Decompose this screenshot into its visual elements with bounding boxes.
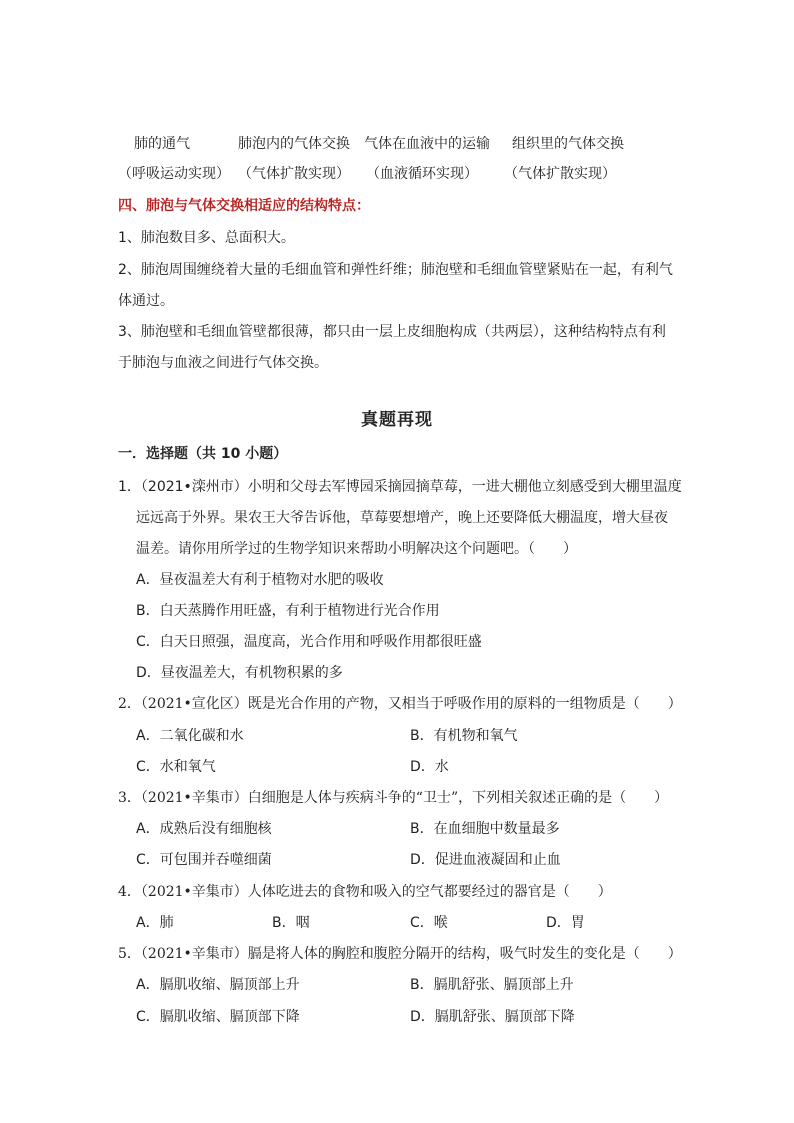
flow-step-3: 气体在血液中的运输 (364, 136, 490, 152)
flow-method-1: （呼吸运动实现） (118, 166, 230, 182)
question-1-line: 温差。请你用所学过的生物学知识来帮助小明解决这个问题吧。（ ） (136, 541, 577, 557)
question-5-option-d[interactable]: D．膈肌舒张、膈顶部下降 (410, 1009, 575, 1025)
part-heading: 一．选择题（共 10 小题） (118, 446, 288, 462)
question-4-option-b[interactable]: B．咽 (272, 915, 310, 931)
flow-methods-row (0, 164, 794, 184)
flow-step-2: 肺泡内的气体交换 (238, 136, 350, 152)
question-1-option-d[interactable]: D．昼夜温差大，有机物积累的多 (136, 665, 343, 681)
question-2-option-c[interactable]: C．水和氧气 (136, 759, 216, 775)
flow-method-3: （血液循环实现） (366, 166, 478, 182)
section-item: 1、肺泡数目多、总面积大。 (118, 230, 295, 246)
section-item: 3、肺泡壁和毛细血管壁都很薄，都只由一层上皮细胞构成（共两层），这种结构特点有利 (118, 324, 666, 340)
question-2-option-d[interactable]: D．水 (410, 759, 449, 775)
flow-step-4: 组织里的气体交换 (512, 136, 624, 152)
flow-method-4: （气体扩散实现） (504, 166, 616, 182)
question-1-option-c[interactable]: C．白天日照强，温度高，光合作用和呼吸作用都很旺盛 (136, 634, 482, 650)
question-3-option-a[interactable]: A．成熟后没有细胞核 (136, 821, 272, 837)
section-item: 体通过。 (118, 293, 174, 309)
question-3-line: 3．（2021•辛集市）白细胞是人体与疾病斗争的“卫士”，下列相关叙述正确的是（ ） (118, 790, 669, 806)
section-item: 于肺泡与血液之间进行气体交换。 (118, 355, 328, 371)
question-5-option-b[interactable]: B．膈肌舒张、膈顶部上升 (410, 977, 574, 993)
flow-step-1: 肺的通气 (134, 136, 190, 152)
question-5-line: 5．（2021•辛集市）膈是将人体的胸腔和腹腔分隔开的结构，吸气时发生的变化是（ ） (118, 946, 682, 962)
question-2-option-a[interactable]: A．二氧化碳和水 (136, 728, 244, 744)
question-4-option-c[interactable]: C．喉 (410, 915, 448, 931)
question-4-option-d[interactable]: D．胃 (546, 915, 585, 931)
question-1-option-b[interactable]: B．白天蒸腾作用旺盛，有利于植物进行光合作用 (136, 603, 440, 619)
question-2-line: 2．（2021•宣化区）既是光合作用的产物，又相当于呼吸作用的原料的一组物质是（ ） (118, 696, 682, 712)
page-title: 真题再现 (361, 410, 433, 430)
question-4-line: 4．（2021•辛集市）人体吃进去的食物和吸入的空气都要经过的器官是（ ） (118, 884, 612, 900)
section-heading: 四、肺泡与气体交换相适应的结构特点： (118, 198, 370, 214)
question-3-option-b[interactable]: B．在血细胞中数量最多 (410, 821, 560, 837)
question-2-option-b[interactable]: B．有机物和氧气 (410, 728, 518, 744)
question-4-option-a[interactable]: A．肺 (136, 915, 174, 931)
flow-method-2: （气体扩散实现） (238, 166, 350, 182)
question-1-line: 远远高于外界。果农王大爷告诉他，草莓要想增产，晚上还要降低大棚温度，增大昼夜 (136, 510, 668, 526)
section-item: 2、肺泡周围缠绕着大量的毛细血管和弹性纤维；肺泡壁和毛细血管壁紧贴在一起，有利气 (118, 262, 673, 278)
question-1-option-a[interactable]: A．昼夜温差大有利于植物对水肥的吸收 (136, 572, 384, 588)
question-1-line: 1．（2021•滦州市）小明和父母去军博园采摘园摘草莓，一进大棚他立刻感受到大棚里温度 (118, 479, 682, 495)
flow-steps-row (0, 134, 794, 154)
question-3-option-c[interactable]: C．可包围并吞噬细菌 (136, 852, 272, 868)
question-5-option-a[interactable]: A．膈肌收缩、膈顶部上升 (136, 977, 300, 993)
question-3-option-d[interactable]: D．促进血液凝固和止血 (410, 852, 561, 868)
question-5-option-c[interactable]: C．膈肌收缩、膈顶部下降 (136, 1009, 300, 1025)
